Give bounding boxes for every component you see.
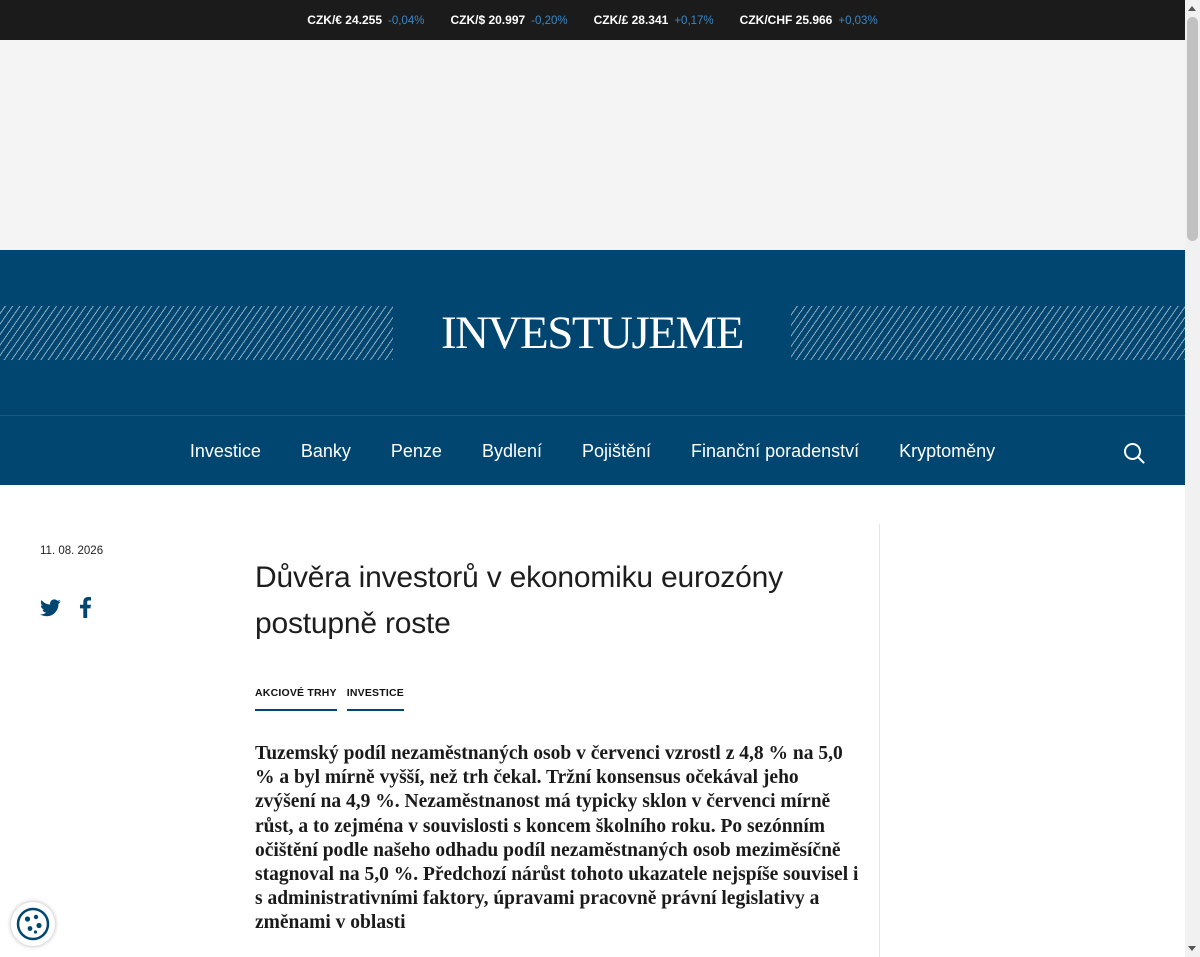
search-icon[interactable] xyxy=(1122,441,1146,465)
tag-akciove-trhy[interactable]: AKCIOVÉ TRHY xyxy=(255,687,337,711)
cookie-icon xyxy=(11,902,55,946)
currency-ticker xyxy=(0,0,1185,40)
nav-item-kryptomeny[interactable]: Kryptoměny xyxy=(899,440,996,461)
ticker-pair: CZK/$ 20.997 xyxy=(450,13,526,27)
scroll-down-arrow-icon[interactable] xyxy=(1188,946,1196,951)
nav-item-bydleni[interactable]: Bydlení xyxy=(481,440,542,461)
ad-banner-area xyxy=(0,40,1185,250)
ticker-change: +0,03% xyxy=(838,15,878,27)
header-stripes-right xyxy=(791,306,1185,360)
ticker-change: +0,17% xyxy=(674,15,714,27)
ticker-item xyxy=(450,13,567,27)
ticker-change: -0,20% xyxy=(531,15,568,27)
ticker-change: -0,04% xyxy=(388,15,425,27)
ticker-item xyxy=(594,13,714,27)
scroll-up-arrow-icon[interactable] xyxy=(1188,6,1196,11)
nav-item-pojisteni[interactable]: Pojištění xyxy=(581,440,652,461)
ticker-pair: CZK/£ 28.341 xyxy=(593,13,669,27)
ticker-pair: CZK/CHF 25.966 xyxy=(739,13,833,27)
nav-item-banky[interactable]: Banky xyxy=(300,440,351,461)
article-tags xyxy=(255,687,865,711)
article-title: Důvěra investorů v ekonomiku eurozóny postupně roste xyxy=(255,561,783,640)
tag-investice[interactable]: INVESTICE xyxy=(347,687,404,711)
share-buttons xyxy=(40,597,91,623)
ticker-item xyxy=(307,13,424,27)
page-scrollbar[interactable] xyxy=(1185,0,1200,957)
site-logo[interactable]: INVESTUJEME xyxy=(440,307,744,359)
header-stripes-left xyxy=(0,306,393,360)
article-date: 11. 08. 2026 xyxy=(40,545,104,557)
article-lead: Tuzemský podíl nezaměstnaných osob v červenci vzrostl z 4,8 % na 5,0 % a byl mírně vyšší, než trh čekal. Tržní konsensus očekával jeho zvýšení na 4,9 %. Nezaměstnanost má typicky sklon v červenci mírně růst, a to zejména v souvislosti s koncem školního roku. Po sezónním očištění podle našeho odhadu podíl nezaměstnaných osob meziměsíčně stagnoval na 5,0 %. Předchozí nárůst tohoto ukazatele nejspíše souvisel i s administrativními faktory, úpravami pracovně právní legislativy a změnami v oblasti xyxy=(255,743,859,934)
facebook-icon[interactable] xyxy=(80,597,91,623)
twitter-icon[interactable] xyxy=(40,599,61,622)
ticker-pair: CZK/€ 24.255 xyxy=(307,13,383,27)
nav-item-financni-poradenstvi[interactable]: Finanční poradenství xyxy=(691,440,860,461)
ticker-item xyxy=(740,13,878,27)
nav-items xyxy=(0,416,1185,486)
article xyxy=(255,555,865,936)
sidebar-divider xyxy=(879,524,880,957)
nav-item-penze[interactable]: Penze xyxy=(390,440,442,461)
main-nav xyxy=(0,415,1185,485)
site-header xyxy=(0,250,1185,415)
cookie-settings-button[interactable] xyxy=(11,902,55,946)
scrollbar-thumb[interactable] xyxy=(1187,17,1198,241)
nav-item-investice[interactable]: Investice xyxy=(189,440,261,461)
